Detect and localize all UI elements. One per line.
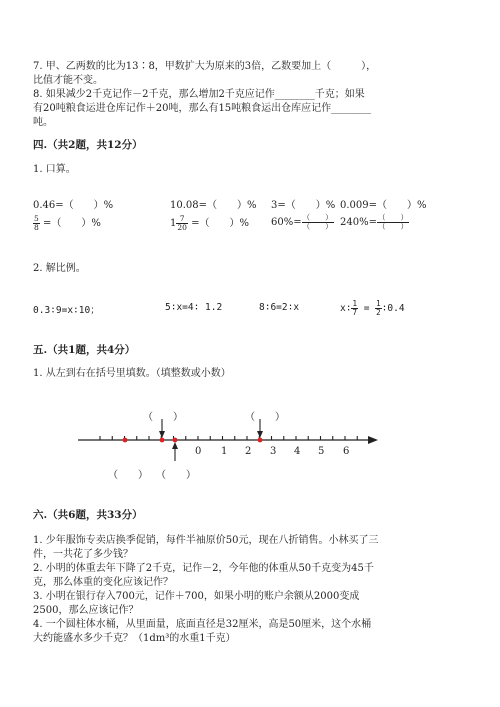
s6-line: 4. 一个圆柱体水桶，从里面量，底面直径是32厘米，高是50厘米，这个水桶 [33, 619, 372, 630]
blank-top: （ ） [143, 412, 183, 423]
s6-line: 大约能盛水多少千克？（1dm³的水重1千克） [33, 633, 236, 644]
tick-label: 6 [343, 446, 350, 457]
calc-2-3: 60%= $\frac{( )}{( )}$ [271, 213, 333, 231]
fraction: $\frac{5}{8}$ [34, 214, 39, 232]
tick-label: 4 [294, 446, 301, 457]
q7-line2: 比值才能不变。 [33, 75, 103, 86]
section4-q1: 1. 口算。 [33, 164, 76, 175]
proportion-2: 5∶x=4∶ 1.2 [165, 302, 223, 313]
section5-title: 五.（共1题，共4分） [33, 344, 136, 356]
down-arrow-icon [257, 431, 263, 438]
tick-label: 3 [270, 446, 277, 457]
arrow-head-icon [368, 436, 378, 444]
q7-line1: 7. 甲、乙两数的比为13∶8，甲数扩大为原来的3倍，乙数要加上（ ）， [33, 61, 377, 72]
calc-2-1: $\frac{5}{8}$ =（ ）% [34, 214, 101, 232]
number-line [0, 415, 500, 465]
tick-label: 1 [221, 446, 228, 457]
section4-q2: 2. 解比例。 [33, 263, 86, 274]
tick-label: 5 [318, 446, 325, 457]
blank-bottom: （ ） [108, 470, 148, 481]
proportion-3: 8∶6=2∶x [259, 302, 300, 313]
blank-top: （ ） [245, 412, 285, 423]
q8-line1: 8. 如果减少2千克记作－2千克，那么增加2千克应记作________千克；如果 [33, 89, 365, 100]
up-arrow-icon [172, 442, 178, 449]
s6-line: 1. 少年服饰专卖店换季促销，每件半袖原价50元，现在八折销售。小林买了三 [33, 535, 379, 546]
proportion-1: 0.3∶9=x∶10； [33, 305, 100, 316]
section5-q1: 1. 从左到右在括号里填数。（填整数或小数） [33, 368, 231, 379]
calc-1-1: 0.46=（ ）% [33, 200, 114, 211]
section4-title: 四.（共2题，共12分） [33, 139, 143, 151]
s6-line: 2. 小明的体重去年下降了2千克，记作－2，今年他的体重从50千克变为45千 [33, 563, 374, 574]
fraction: $\frac{( )}{( )}$ [377, 213, 408, 231]
calc-2-4: 240%= $\frac{( )}{( )}$ [340, 213, 408, 231]
section6-title: 六.（共6题，共33分） [33, 509, 143, 521]
down-arrow-icon [159, 431, 165, 438]
fraction: $\frac{( )}{( )}$ [302, 213, 333, 231]
calc-2-2: 1 $\frac{7}{20}$ =（ ）% [170, 214, 249, 232]
fraction: $\frac{1}{7}$ [352, 299, 357, 317]
s6-line: 件，一共花了多少钱？ [33, 549, 133, 560]
calc-1-2: 10.08=（ ）% [170, 200, 257, 211]
s6-line: 克，那么体重的变化应该记作？ [33, 577, 173, 588]
q8-line3: 吨。 [33, 117, 53, 128]
blank-bottom: （ ） [156, 470, 196, 481]
fraction: $\frac{1}{2}$ [376, 299, 381, 317]
calc-1-3: 3=（ ）% [271, 200, 336, 211]
point-marker [173, 438, 178, 443]
q8-line2: 有20吨粮食运进仓库记作＋20吨，那么有15吨粮食运出仓库应记作________ [33, 103, 372, 114]
s6-line: 2500，那么应该记作？ [33, 605, 139, 616]
point-marker [258, 438, 263, 443]
tick-label: 0 [195, 446, 202, 457]
proportion-4: x∶ $\frac{1}{7}$ = $\frac{1}{2}$ ∶0.4 [340, 299, 405, 317]
point-marker [123, 438, 128, 443]
fraction: $\frac{7}{20}$ [177, 214, 187, 232]
s6-line: 3. 小明在银行存入700元，记作＋700，如果小明的账户余额从2000变成 [33, 591, 360, 602]
point-marker [160, 438, 165, 443]
tick-label: 2 [245, 446, 252, 457]
calc-1-4: 0.009=（ ）% [340, 200, 427, 211]
